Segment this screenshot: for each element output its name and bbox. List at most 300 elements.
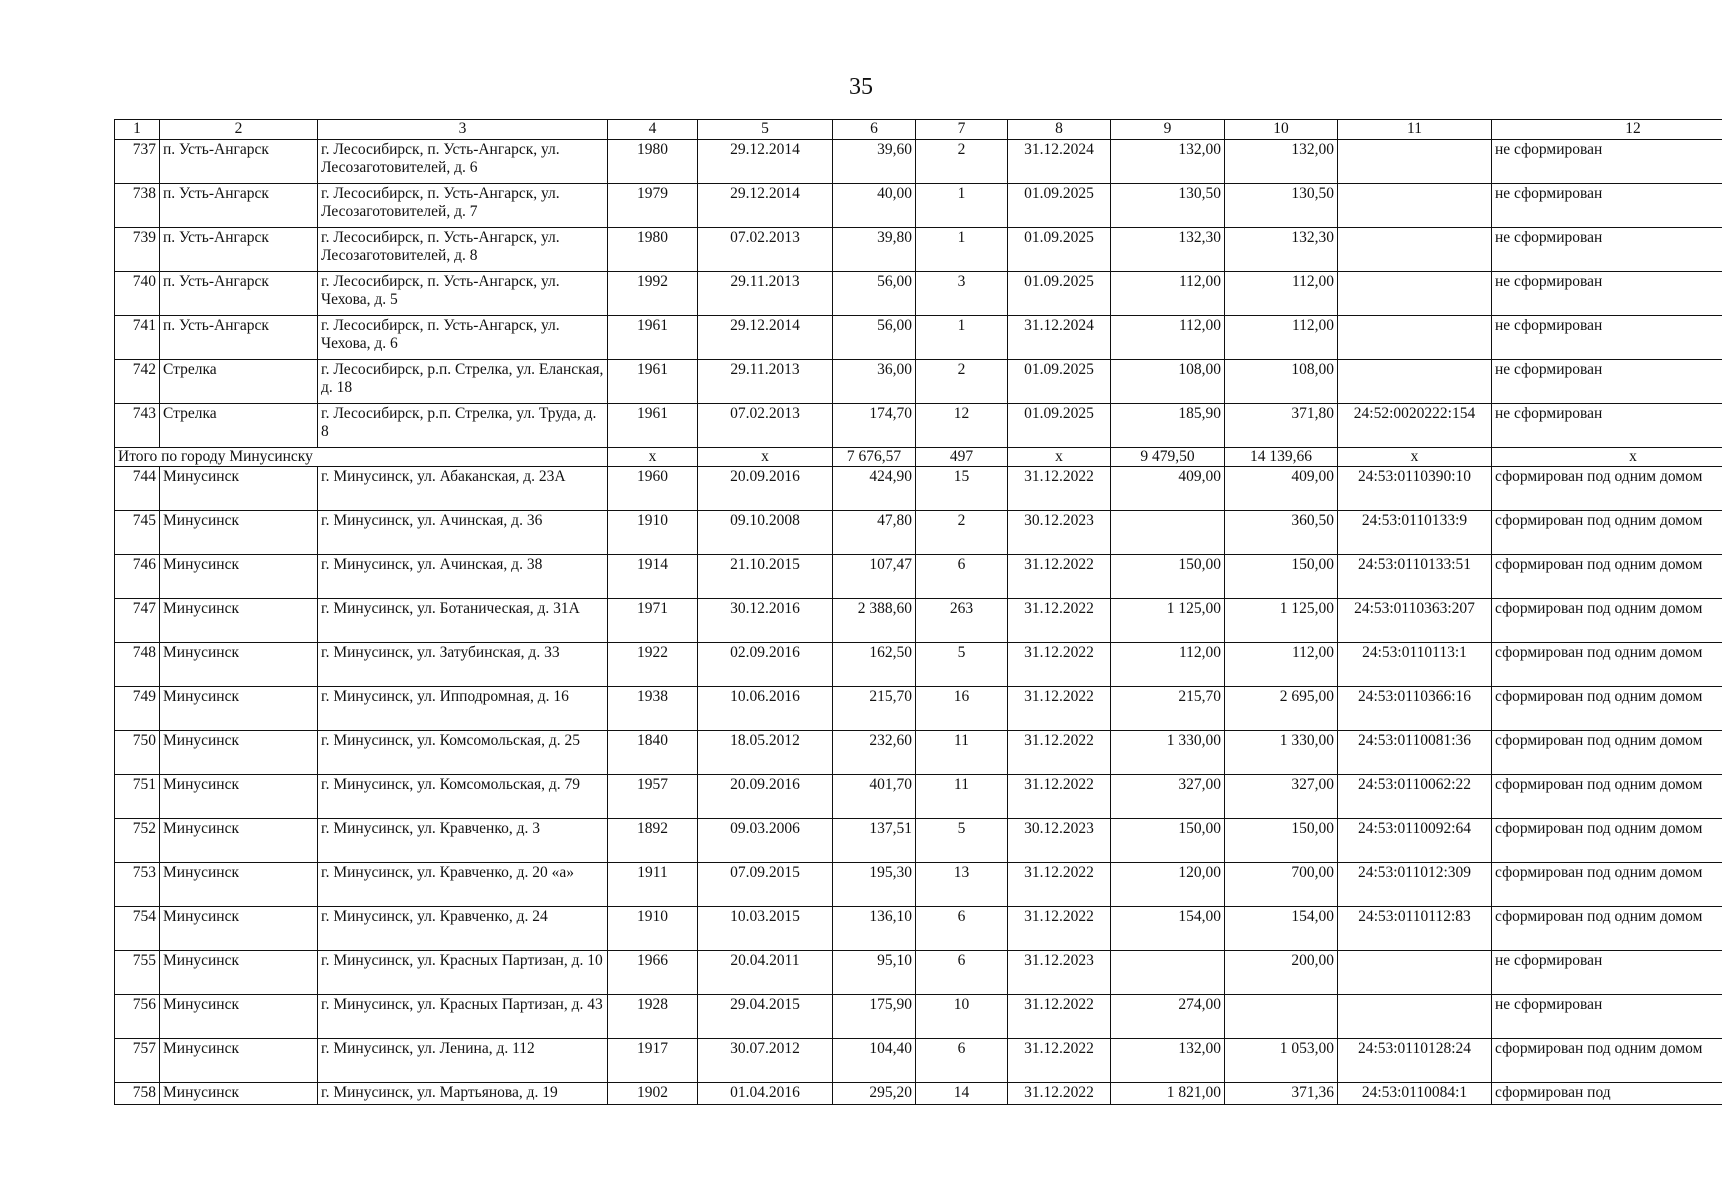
value-col-9: 215,70 xyxy=(1111,687,1225,731)
column-number: 3 xyxy=(318,120,608,140)
table-row xyxy=(115,271,1722,315)
residents: 1 xyxy=(916,315,1008,359)
table-row xyxy=(115,359,1722,403)
housing-register-table xyxy=(114,119,1722,1105)
value-col-10: 200,00 xyxy=(1225,951,1338,995)
residents: 263 xyxy=(916,599,1008,643)
value-col-9: 1 125,00 xyxy=(1111,599,1225,643)
address: г. Минусинск, ул. Ипподромная, д. 16 xyxy=(318,687,608,731)
value-col-10: 1 053,00 xyxy=(1225,1039,1338,1083)
row-number: 738 xyxy=(115,183,160,227)
recognition-date: 09.03.2006 xyxy=(698,819,833,863)
column-number: 6 xyxy=(833,120,916,140)
table-row xyxy=(115,951,1722,995)
value-col-9: 1 330,00 xyxy=(1111,731,1225,775)
locality: Минусинск xyxy=(160,731,318,775)
area: 175,90 xyxy=(833,995,916,1039)
address: г. Лесосибирск, п. Усть-Ангарск, ул. Чехова, д. 6 xyxy=(318,315,608,359)
value-col-10: 130,50 xyxy=(1225,183,1338,227)
resettlement-deadline: 31.12.2022 xyxy=(1008,1083,1111,1105)
build-year: 1971 xyxy=(608,599,698,643)
locality: Минусинск xyxy=(160,599,318,643)
cadastral-number: 24:53:0110133:9 xyxy=(1338,511,1492,555)
table-row xyxy=(115,403,1722,447)
address: г. Минусинск, ул. Кравченко, д. 20 «а» xyxy=(318,863,608,907)
cadastral-number: 24:53:0110081:36 xyxy=(1338,731,1492,775)
residents: 12 xyxy=(916,403,1008,447)
recognition-date: 29.12.2014 xyxy=(698,315,833,359)
value-col-9 xyxy=(1111,511,1225,555)
locality: п. Усть-Ангарск xyxy=(160,271,318,315)
row-number: 757 xyxy=(115,1039,160,1083)
area: 36,00 xyxy=(833,359,916,403)
land-status: сформирован под одним домом xyxy=(1492,687,1722,731)
cadastral-number xyxy=(1338,995,1492,1039)
land-status: не сформирован xyxy=(1492,227,1722,271)
value-col-10: 112,00 xyxy=(1225,643,1338,687)
table-row xyxy=(115,599,1722,643)
build-year: 1928 xyxy=(608,995,698,1039)
locality: Минусинск xyxy=(160,1039,318,1083)
row-number: 737 xyxy=(115,139,160,183)
land-status: не сформирован xyxy=(1492,315,1722,359)
cadastral-number: 24:53:011012:309 xyxy=(1338,863,1492,907)
build-year: 1914 xyxy=(608,555,698,599)
recognition-date: 30.12.2016 xyxy=(698,599,833,643)
table-row xyxy=(115,1083,1722,1105)
residents: 5 xyxy=(916,643,1008,687)
address: г. Лесосибирск, п. Усть-Ангарск, ул. Лесозаготовителей, д. 8 xyxy=(318,227,608,271)
resettlement-deadline: 01.09.2025 xyxy=(1008,183,1111,227)
column-number: 1 xyxy=(115,120,160,140)
recognition-date: 18.05.2012 xyxy=(698,731,833,775)
cadastral-number: 24:53:0110092:64 xyxy=(1338,819,1492,863)
build-year: 1902 xyxy=(608,1083,698,1105)
address: г. Минусинск, ул. Абаканская, д. 23А xyxy=(318,467,608,511)
address: г. Лесосибирск, п. Усть-Ангарск, ул. Лесозаготовителей, д. 7 xyxy=(318,183,608,227)
recognition-date: 29.11.2013 xyxy=(698,359,833,403)
row-number: 758 xyxy=(115,1083,160,1105)
locality: Минусинск xyxy=(160,819,318,863)
cadastral-number: 24:52:0020222:154 xyxy=(1338,403,1492,447)
value-col-9: 112,00 xyxy=(1111,271,1225,315)
cadastral-number xyxy=(1338,139,1492,183)
land-status: сформирован под одним домом xyxy=(1492,1039,1722,1083)
residents: 15 xyxy=(916,467,1008,511)
area: 137,51 xyxy=(833,819,916,863)
resettlement-deadline: 31.12.2022 xyxy=(1008,1039,1111,1083)
row-number: 753 xyxy=(115,863,160,907)
column-number: 2 xyxy=(160,120,318,140)
table-row xyxy=(115,995,1722,1039)
resettlement-deadline: 31.12.2022 xyxy=(1008,863,1111,907)
locality: Минусинск xyxy=(160,467,318,511)
area: 39,80 xyxy=(833,227,916,271)
value-col-9: 112,00 xyxy=(1111,643,1225,687)
resettlement-deadline: 01.09.2025 xyxy=(1008,227,1111,271)
value-col-10: 1 330,00 xyxy=(1225,731,1338,775)
build-year: 1840 xyxy=(608,731,698,775)
recognition-date: 20.09.2016 xyxy=(698,775,833,819)
residents: 11 xyxy=(916,775,1008,819)
recognition-date: 07.02.2013 xyxy=(698,227,833,271)
table-row xyxy=(115,183,1722,227)
page-number: 35 xyxy=(849,74,873,100)
cadastral-number: 24:53:0110133:51 xyxy=(1338,555,1492,599)
land-status: сформирован под одним домом xyxy=(1492,819,1722,863)
residents: 2 xyxy=(916,139,1008,183)
table-row xyxy=(115,315,1722,359)
value-col-9: 327,00 xyxy=(1111,775,1225,819)
recognition-date: 21.10.2015 xyxy=(698,555,833,599)
cadastral-number: 24:53:0110363:207 xyxy=(1338,599,1492,643)
residents: 11 xyxy=(916,731,1008,775)
value-col-10: 132,00 xyxy=(1225,139,1338,183)
value-col-9: 132,30 xyxy=(1111,227,1225,271)
recognition-date: 07.09.2015 xyxy=(698,863,833,907)
value-col-10: 150,00 xyxy=(1225,819,1338,863)
subtotal-year: х xyxy=(608,447,698,467)
value-col-10: 371,36 xyxy=(1225,1083,1338,1105)
build-year: 1957 xyxy=(608,775,698,819)
table-row xyxy=(115,819,1722,863)
locality: Минусинск xyxy=(160,687,318,731)
resettlement-deadline: 31.12.2024 xyxy=(1008,139,1111,183)
table-row xyxy=(115,555,1722,599)
subtotal-date: х xyxy=(698,447,833,467)
build-year: 1938 xyxy=(608,687,698,731)
build-year: 1980 xyxy=(608,227,698,271)
recognition-date: 09.10.2008 xyxy=(698,511,833,555)
area: 95,10 xyxy=(833,951,916,995)
address: г. Минусинск, ул. Красных Партизан, д. 43 xyxy=(318,995,608,1039)
locality: п. Усть-Ангарск xyxy=(160,227,318,271)
table-row xyxy=(115,687,1722,731)
locality: п. Усть-Ангарск xyxy=(160,315,318,359)
value-col-10: 108,00 xyxy=(1225,359,1338,403)
value-col-10: 150,00 xyxy=(1225,555,1338,599)
address: г. Минусинск, ул. Ачинская, д. 36 xyxy=(318,511,608,555)
resettlement-deadline: 31.12.2022 xyxy=(1008,775,1111,819)
table-row xyxy=(115,643,1722,687)
area: 136,10 xyxy=(833,907,916,951)
column-number: 8 xyxy=(1008,120,1111,140)
build-year: 1911 xyxy=(608,863,698,907)
recognition-date: 10.06.2016 xyxy=(698,687,833,731)
area: 295,20 xyxy=(833,1083,916,1105)
row-number: 747 xyxy=(115,599,160,643)
value-col-9 xyxy=(1111,951,1225,995)
value-col-9: 150,00 xyxy=(1111,819,1225,863)
value-col-9: 108,00 xyxy=(1111,359,1225,403)
address: г. Минусинск, ул. Затубинская, д. 33 xyxy=(318,643,608,687)
table-row xyxy=(115,467,1722,511)
resettlement-deadline: 31.12.2023 xyxy=(1008,951,1111,995)
address: г. Лесосибирск, р.п. Стрелка, ул. Еланская, д. 18 xyxy=(318,359,608,403)
address: г. Лесосибирск, р.п. Стрелка, ул. Труда, д. 8 xyxy=(318,403,608,447)
cadastral-number: 24:53:0110366:16 xyxy=(1338,687,1492,731)
table-row xyxy=(115,775,1722,819)
residents: 10 xyxy=(916,995,1008,1039)
subtotal-cadastral: х xyxy=(1338,447,1492,467)
residents: 6 xyxy=(916,555,1008,599)
address: г. Лесосибирск, п. Усть-Ангарск, ул. Чехова, д. 5 xyxy=(318,271,608,315)
build-year: 1917 xyxy=(608,1039,698,1083)
column-number-row xyxy=(115,120,1722,140)
cadastral-number xyxy=(1338,359,1492,403)
value-col-10: 112,00 xyxy=(1225,315,1338,359)
cadastral-number xyxy=(1338,183,1492,227)
area: 195,30 xyxy=(833,863,916,907)
row-number: 745 xyxy=(115,511,160,555)
recognition-date: 29.12.2014 xyxy=(698,139,833,183)
resettlement-deadline: 31.12.2022 xyxy=(1008,995,1111,1039)
cadastral-number xyxy=(1338,271,1492,315)
subtotal-label: Итого по городу Минусинску xyxy=(115,447,608,467)
land-status: сформирован под одним домом xyxy=(1492,599,1722,643)
table-row xyxy=(115,1039,1722,1083)
resettlement-deadline: 01.09.2025 xyxy=(1008,359,1111,403)
build-year: 1961 xyxy=(608,359,698,403)
land-status: сформирован под одним домом xyxy=(1492,467,1722,511)
address: г. Минусинск, ул. Красных Партизан, д. 10 xyxy=(318,951,608,995)
build-year: 1992 xyxy=(608,271,698,315)
resettlement-deadline: 01.09.2025 xyxy=(1008,271,1111,315)
row-number: 748 xyxy=(115,643,160,687)
address: г. Минусинск, ул. Кравченко, д. 3 xyxy=(318,819,608,863)
land-status: не сформирован xyxy=(1492,995,1722,1039)
land-status: сформирован под одним домом xyxy=(1492,907,1722,951)
locality: п. Усть-Ангарск xyxy=(160,183,318,227)
recognition-date: 20.04.2011 xyxy=(698,951,833,995)
resettlement-deadline: 31.12.2022 xyxy=(1008,555,1111,599)
column-number: 4 xyxy=(608,120,698,140)
land-status: не сформирован xyxy=(1492,403,1722,447)
land-status: не сформирован xyxy=(1492,271,1722,315)
area: 47,80 xyxy=(833,511,916,555)
address: г. Минусинск, ул. Ачинская, д. 38 xyxy=(318,555,608,599)
value-col-10: 1 125,00 xyxy=(1225,599,1338,643)
land-status: сформирован под одним домом xyxy=(1492,643,1722,687)
area: 56,00 xyxy=(833,271,916,315)
value-col-10: 154,00 xyxy=(1225,907,1338,951)
locality: Стрелка xyxy=(160,359,318,403)
recognition-date: 02.09.2016 xyxy=(698,643,833,687)
locality: Минусинск xyxy=(160,775,318,819)
area: 56,00 xyxy=(833,315,916,359)
row-number: 756 xyxy=(115,995,160,1039)
value-col-9: 1 821,00 xyxy=(1111,1083,1225,1105)
build-year: 1980 xyxy=(608,139,698,183)
subtotal-area: 7 676,57 xyxy=(833,447,916,467)
area: 104,40 xyxy=(833,1039,916,1083)
value-col-9: 132,00 xyxy=(1111,139,1225,183)
locality: Минусинск xyxy=(160,951,318,995)
row-number: 750 xyxy=(115,731,160,775)
table-row xyxy=(115,227,1722,271)
locality: Минусинск xyxy=(160,1083,318,1105)
value-col-10 xyxy=(1225,995,1338,1039)
subtotal-row xyxy=(115,447,1722,467)
address: г. Минусинск, ул. Ботаническая, д. 31А xyxy=(318,599,608,643)
address: г. Минусинск, ул. Кравченко, д. 24 xyxy=(318,907,608,951)
recognition-date: 29.04.2015 xyxy=(698,995,833,1039)
column-number: 10 xyxy=(1225,120,1338,140)
land-status: сформирован под одним домом xyxy=(1492,511,1722,555)
table-row xyxy=(115,863,1722,907)
build-year: 1892 xyxy=(608,819,698,863)
resettlement-deadline: 31.12.2022 xyxy=(1008,687,1111,731)
land-status: сформирован под одним домом xyxy=(1492,863,1722,907)
build-year: 1961 xyxy=(608,315,698,359)
recognition-date: 07.02.2013 xyxy=(698,403,833,447)
locality: Минусинск xyxy=(160,555,318,599)
value-col-10: 360,50 xyxy=(1225,511,1338,555)
address: г. Минусинск, ул. Ленина, д. 112 xyxy=(318,1039,608,1083)
build-year: 1961 xyxy=(608,403,698,447)
residents: 2 xyxy=(916,511,1008,555)
build-year: 1910 xyxy=(608,511,698,555)
land-status: сформирован под xyxy=(1492,1083,1722,1105)
land-status: не сформирован xyxy=(1492,951,1722,995)
subtotal-c10: 14 139,66 xyxy=(1225,447,1338,467)
area: 39,60 xyxy=(833,139,916,183)
cadastral-number: 24:53:0110112:83 xyxy=(1338,907,1492,951)
recognition-date: 10.03.2015 xyxy=(698,907,833,951)
column-number: 7 xyxy=(916,120,1008,140)
value-col-10: 409,00 xyxy=(1225,467,1338,511)
build-year: 1960 xyxy=(608,467,698,511)
column-number: 5 xyxy=(698,120,833,140)
area: 162,50 xyxy=(833,643,916,687)
value-col-9: 112,00 xyxy=(1111,315,1225,359)
locality: Минусинск xyxy=(160,863,318,907)
residents: 6 xyxy=(916,951,1008,995)
subtotal-residents: 497 xyxy=(916,447,1008,467)
value-col-10: 700,00 xyxy=(1225,863,1338,907)
residents: 3 xyxy=(916,271,1008,315)
recognition-date: 29.12.2014 xyxy=(698,183,833,227)
row-number: 751 xyxy=(115,775,160,819)
residents: 16 xyxy=(916,687,1008,731)
cadastral-number: 24:53:0110062:22 xyxy=(1338,775,1492,819)
column-number: 11 xyxy=(1338,120,1492,140)
resettlement-deadline: 31.12.2022 xyxy=(1008,907,1111,951)
land-status: не сформирован xyxy=(1492,183,1722,227)
land-status: не сформирован xyxy=(1492,359,1722,403)
row-number: 740 xyxy=(115,271,160,315)
area: 2 388,60 xyxy=(833,599,916,643)
table-row xyxy=(115,907,1722,951)
locality: Стрелка xyxy=(160,403,318,447)
residents: 1 xyxy=(916,227,1008,271)
value-col-9: 409,00 xyxy=(1111,467,1225,511)
area: 424,90 xyxy=(833,467,916,511)
row-number: 755 xyxy=(115,951,160,995)
row-number: 741 xyxy=(115,315,160,359)
recognition-date: 01.04.2016 xyxy=(698,1083,833,1105)
residents: 14 xyxy=(916,1083,1008,1105)
value-col-10: 2 695,00 xyxy=(1225,687,1338,731)
land-status: не сформирован xyxy=(1492,139,1722,183)
value-col-9: 120,00 xyxy=(1111,863,1225,907)
resettlement-deadline: 30.12.2023 xyxy=(1008,511,1111,555)
row-number: 754 xyxy=(115,907,160,951)
row-number: 742 xyxy=(115,359,160,403)
residents: 2 xyxy=(916,359,1008,403)
locality: п. Усть-Ангарск xyxy=(160,139,318,183)
address: г. Минусинск, ул. Комсомольская, д. 79 xyxy=(318,775,608,819)
row-number: 739 xyxy=(115,227,160,271)
resettlement-deadline: 31.12.2022 xyxy=(1008,467,1111,511)
residents: 6 xyxy=(916,1039,1008,1083)
column-number: 12 xyxy=(1492,120,1722,140)
row-number: 752 xyxy=(115,819,160,863)
locality: Минусинск xyxy=(160,907,318,951)
cadastral-number xyxy=(1338,951,1492,995)
recognition-date: 30.07.2012 xyxy=(698,1039,833,1083)
land-status: сформирован под одним домом xyxy=(1492,731,1722,775)
value-col-9: 150,00 xyxy=(1111,555,1225,599)
residents: 13 xyxy=(916,863,1008,907)
cadastral-number xyxy=(1338,315,1492,359)
resettlement-deadline: 31.12.2022 xyxy=(1008,599,1111,643)
cadastral-number: 24:53:0110084:1 xyxy=(1338,1083,1492,1105)
recognition-date: 29.11.2013 xyxy=(698,271,833,315)
value-col-10: 112,00 xyxy=(1225,271,1338,315)
subtotal-c9: 9 479,50 xyxy=(1111,447,1225,467)
value-col-9: 185,90 xyxy=(1111,403,1225,447)
address: г. Лесосибирск, п. Усть-Ангарск, ул. Лесозаготовителей, д. 6 xyxy=(318,139,608,183)
cadastral-number: 24:53:0110113:1 xyxy=(1338,643,1492,687)
area: 174,70 xyxy=(833,403,916,447)
resettlement-deadline: 31.12.2024 xyxy=(1008,315,1111,359)
value-col-10: 371,80 xyxy=(1225,403,1338,447)
cadastral-number: 24:53:0110128:24 xyxy=(1338,1039,1492,1083)
land-status: сформирован под одним домом xyxy=(1492,775,1722,819)
row-number: 749 xyxy=(115,687,160,731)
address: г. Минусинск, ул. Мартьянова, д. 19 xyxy=(318,1083,608,1105)
residents: 1 xyxy=(916,183,1008,227)
land-status: сформирован под одним домом xyxy=(1492,555,1722,599)
table-row xyxy=(115,731,1722,775)
table-row xyxy=(115,511,1722,555)
resettlement-deadline: 31.12.2022 xyxy=(1008,643,1111,687)
resettlement-deadline: 01.09.2025 xyxy=(1008,403,1111,447)
value-col-10: 327,00 xyxy=(1225,775,1338,819)
subtotal-status: х xyxy=(1492,447,1722,467)
build-year: 1979 xyxy=(608,183,698,227)
row-number: 744 xyxy=(115,467,160,511)
area: 107,47 xyxy=(833,555,916,599)
area: 232,60 xyxy=(833,731,916,775)
area: 215,70 xyxy=(833,687,916,731)
residents: 6 xyxy=(916,907,1008,951)
cadastral-number xyxy=(1338,227,1492,271)
resettlement-deadline: 30.12.2023 xyxy=(1008,819,1111,863)
row-number: 743 xyxy=(115,403,160,447)
resettlement-deadline: 31.12.2022 xyxy=(1008,731,1111,775)
locality: Минусинск xyxy=(160,995,318,1039)
table-row xyxy=(115,139,1722,183)
value-col-10: 132,30 xyxy=(1225,227,1338,271)
value-col-9: 274,00 xyxy=(1111,995,1225,1039)
locality: Минусинск xyxy=(160,643,318,687)
value-col-9: 130,50 xyxy=(1111,183,1225,227)
build-year: 1966 xyxy=(608,951,698,995)
build-year: 1910 xyxy=(608,907,698,951)
cadastral-number: 24:53:0110390:10 xyxy=(1338,467,1492,511)
